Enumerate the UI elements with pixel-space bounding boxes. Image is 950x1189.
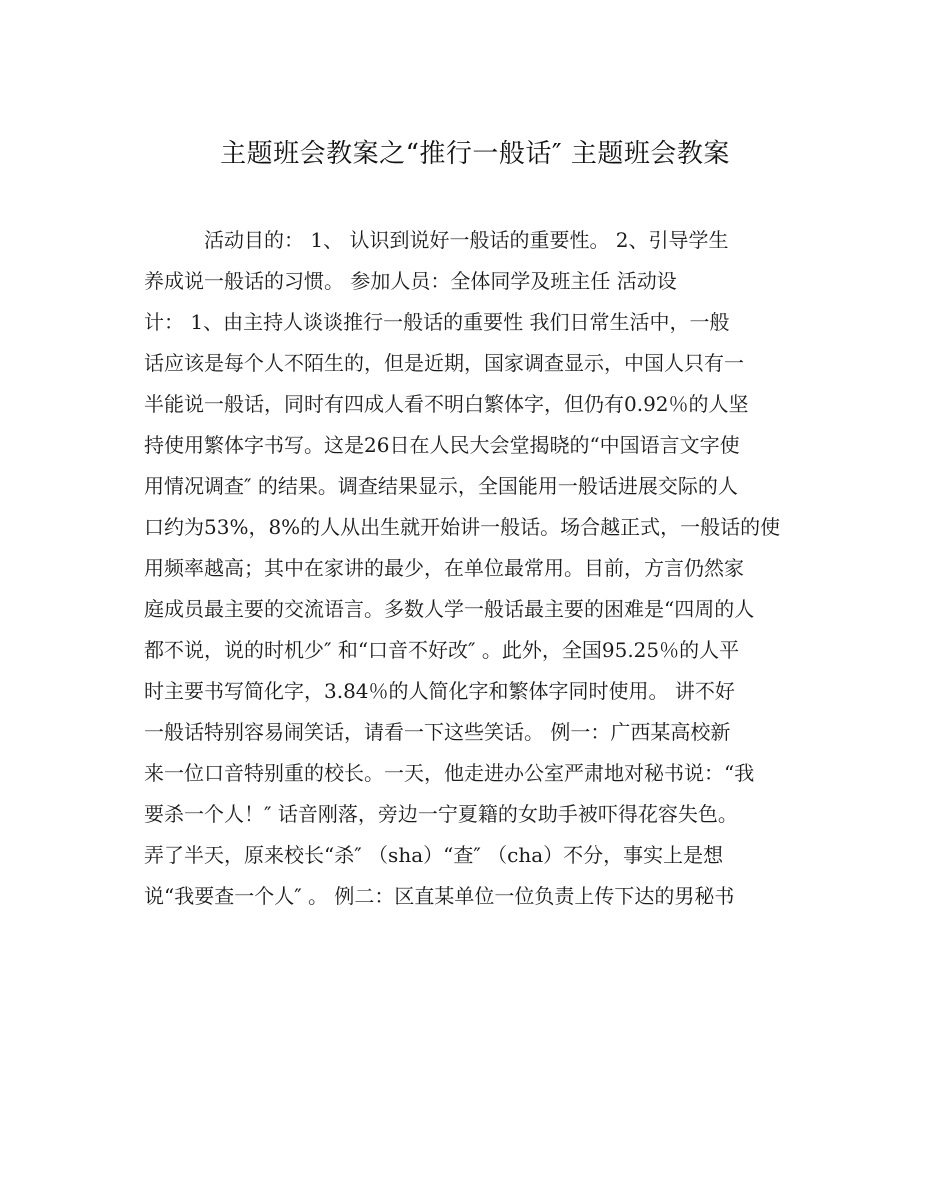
body-line: 用频率越高；其中在家讲的最少，在单位最常用。目前，方言仍然家	[144, 556, 744, 580]
body-line: 庭成员最主要的交流语言。多数人学一般话最主要的困难是“四周的人	[144, 597, 755, 621]
document-body	[144, 220, 814, 917]
body-line: 半能说一般话，同时有四成人看不明白繁体字，但仍有0.92％的人坚	[144, 392, 749, 416]
body-line: 口约为53%，8%的人从出生就开始讲一般话。场合越正式，一般话的使	[144, 515, 781, 539]
body-line: 持使用繁体字书写。这是26日在人民大会堂揭晓的“中国语言文字使	[144, 433, 740, 457]
document-title: 主题班会教案之“推行一般话″ 主题班会教案	[220, 139, 730, 169]
body-line: 要杀一个人！″ 话音刚落，旁边一宁夏籍的女助手被吓得花容失色。	[144, 802, 738, 826]
body-line: 一般话特别容易闹笑话，请看一下这些笑话。 例一：广西某高校新	[144, 720, 731, 744]
body-line: 说“我要查一个人″ 。 例二：区直某单位一位负责上传下达的男秘书	[144, 884, 735, 908]
body-line: 养成说一般话的习惯。 参加人员：全体同学及班主任 活动设	[144, 269, 677, 293]
body-line: 弄了半天，原来校长“杀″ （sha）“查″ （cha）不分，事实上是想	[144, 843, 724, 867]
body-line: 计： 1、由主持人谈谈推行一般话的重要性 我们日常生活中，一般	[144, 310, 730, 334]
body-line: 用情况调查″ 的结果。调查结果显示，全国能用一般话进展交际的人	[144, 474, 738, 498]
body-line: 活动目的： 1、 认识到说好一般话的重要性。 2、引导学生	[204, 228, 729, 252]
body-line: 话应该是每个人不陌生的，但是近期，国家调查显示，中国人只有一	[144, 351, 744, 375]
body-line: 都不说，说的时机少″ 和“口音不好改″ 。此外，全国95.25％的人平	[144, 638, 740, 662]
body-line: 来一位口音特别重的校长。一天，他走进办公室严肃地对秘书说：“我	[144, 761, 755, 785]
body-line: 时主要书写简化字，3.84％的人简化字和繁体字同时使用。 讲不好	[144, 679, 735, 703]
